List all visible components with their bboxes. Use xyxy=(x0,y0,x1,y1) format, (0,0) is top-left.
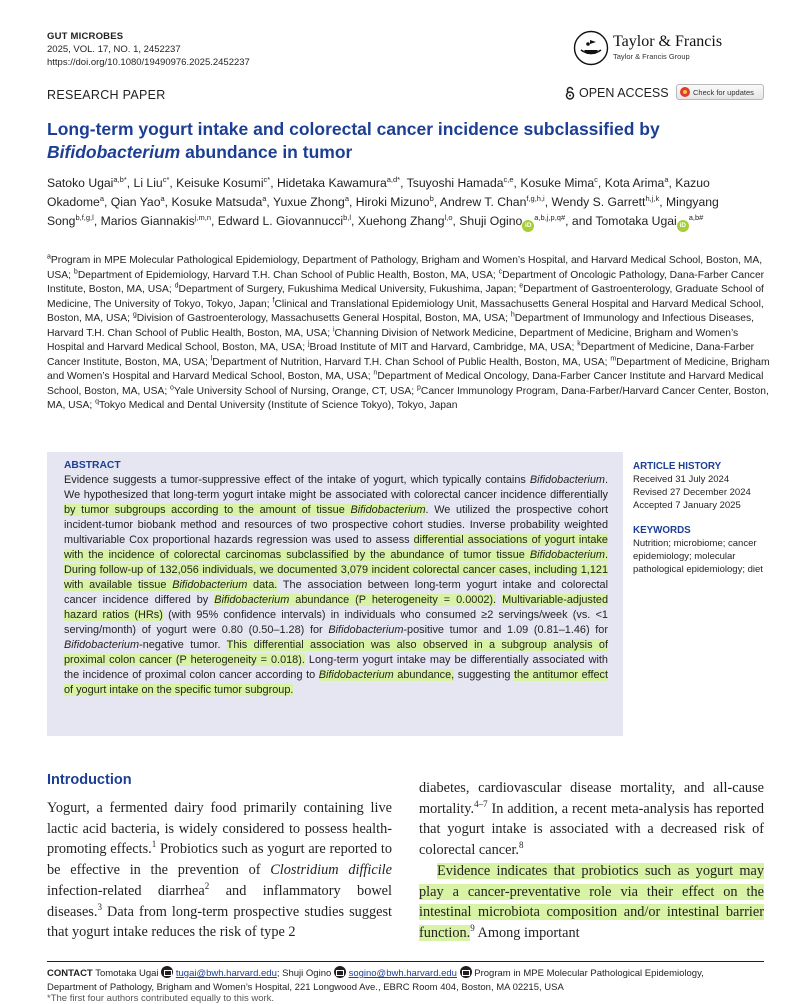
introduction-heading: Introduction xyxy=(47,772,132,788)
intro-right-para1 xyxy=(419,778,764,861)
text-segment: by tumor subgroups according to the amount of tissue xyxy=(64,504,351,516)
text-segment: 8 xyxy=(519,840,524,851)
revised-date: Revised 27 December 2024 xyxy=(633,487,751,498)
author-affil-sup: a,b# xyxy=(688,212,704,222)
affiliation-sup: q xyxy=(95,398,99,406)
text-segment: Evidence suggests a tumor-suppressive effect of the intake of yogurt, which typically contains xyxy=(64,474,530,486)
author-affil-sup: a,d* xyxy=(386,174,401,184)
author-name: Mingyang Song xyxy=(47,195,719,228)
contact-address-end: Department of Pathology, Brigham and Women’s Hospital, 221 Longwood Ave., EBRC Room 404, Boston, MA 02215, USA xyxy=(47,981,564,993)
affiliation-sup: m xyxy=(610,355,617,363)
contact-footer: CONTACT Tomotaka Ugai tugai@bwh.harvard.edu; Shuji Ogino sogino@bwh.harvard.edu Program in MPE Molecular Pathological Epidemiology, Department of Pathology, Brigham and Women’s Hospital, 221 Longwood Ave., EBRC Room 404, Boston, MA 02215, USA xyxy=(47,966,777,994)
text-segment: Bifidobacterium xyxy=(172,579,248,591)
affiliation-sup: c xyxy=(498,268,503,276)
contact-name-2: Shuji Ogino xyxy=(282,968,332,979)
affiliation-sup: l xyxy=(210,355,213,363)
text-segment: In addition, a recent meta-analysis has reported that yogurt intake is associated with a decreased risk of colorectal cancer. xyxy=(419,800,764,859)
footer-divider xyxy=(47,961,764,962)
lock-icon xyxy=(565,86,575,100)
text-segment: The association between long-term yogurt intake and colorectal cancer incidence differed by xyxy=(64,579,609,606)
author-affil-sup: c,e xyxy=(503,174,514,184)
author-affil-sup: b xyxy=(429,193,434,203)
author-affil-sup: a,b,j,p,q# xyxy=(534,212,566,222)
affiliation-sup: n xyxy=(373,369,378,377)
affiliation-text: Department of Medical Oncology, Dana-Farber Cancer Institute and Harvard Medical School, Boston, MA, USA; xyxy=(47,371,764,397)
author-name: Satoko Ugai xyxy=(47,176,114,190)
author-affil-sup: j,m,n xyxy=(194,212,212,222)
text-segment: 2 xyxy=(204,881,210,892)
author-affil-sup: c* xyxy=(162,174,170,184)
footnote-cut: *The first four authors contributed equally to this work. xyxy=(47,993,275,1004)
article-history-heading: ARTICLE HISTORY xyxy=(633,461,722,472)
author-name: Tomotaka Ugai xyxy=(595,214,677,228)
keywords-heading: KEYWORDS xyxy=(633,525,691,536)
text-segment: Bifidobacterium xyxy=(529,549,605,561)
title-italic: Bifidobacterium xyxy=(47,142,181,162)
text-segment: Multivariable-adjusted hazard ratios (HRs) xyxy=(64,594,609,621)
affiliation-sup: a xyxy=(47,253,51,261)
keywords-text: Nutrition; microbiome; cancer epidemiology; molecular pathological epidemiology; diet xyxy=(633,538,763,575)
affiliation-text: Department of Medicine, Brigham and Women’s Hospital and Harvard Medical School, Boston, MA, USA; xyxy=(47,356,770,382)
text-segment: 4–7 xyxy=(474,798,488,809)
contact-label: CONTACT xyxy=(47,968,93,979)
affiliation-text: Channing Division of Network Medicine, Department of Medicine, Brigham and Women’s Hospital and Harvard Medical School, Boston, MA, USA; xyxy=(47,327,739,353)
author-affil-sup: a xyxy=(664,174,669,184)
text-segment: Bifidobacterium xyxy=(64,639,140,651)
email-icon xyxy=(334,966,346,978)
text-segment: Evidence indicates that probiotics such as yogurt may play a cancer-preventative role via their effect on the intestinal microbiota composition and/or intestinal barrier function. xyxy=(419,862,764,941)
affiliation-text: Cancer Immunology Program, Dana-Farber/Harvard Cancer Center, Boston, MA, USA; xyxy=(47,385,769,411)
author-name: Andrew T. Chan xyxy=(439,195,527,209)
text-segment: Bifidobacterium xyxy=(318,669,394,681)
check-updates-icon xyxy=(680,87,690,97)
affiliation-text: Department of Immunology and Infectious Diseases, Harvard T.H. Chan School of Public Health, Boston, MA, USA; xyxy=(47,313,754,339)
author-name: Edward L. Giovannucci xyxy=(217,214,344,228)
author-name: Hidetaka Kawamura xyxy=(276,176,387,190)
text-segment: . We utilized the prospective cohort incident-tumor biobank method and resources of two prospective cohort studies. Inverse probability weighted multivariable Cox proportional hazards regression was used to assess xyxy=(64,504,609,546)
author-name: Keisuke Kosumi xyxy=(176,176,264,190)
text-segment: . During follow-up of 132,056 individuals, we documented 3,079 incident colorectal cancer cases, including 1,121 with available tissue xyxy=(64,549,608,591)
affiliation-text: Department of Oncologic Pathology, Dana-Farber Cancer Institute, Boston, MA, USA; xyxy=(47,269,765,295)
affiliation-text: Department of Medicine, Dana-Farber Cancer Institute, Boston, MA, USA; xyxy=(47,342,755,368)
affiliation-text: Yale University School of Nursing, Orange, CT, USA; xyxy=(173,385,417,397)
text-segment: differential associations of yogurt intake with the incidence of colorectal carcinomas subclassified by the abundance of tumor tissue xyxy=(64,534,608,561)
affiliation-text: Department of Gastroenterology, Graduate School of Medicine, The University of Tokyo, Tokyo, Japan; xyxy=(47,284,764,310)
journal-citation: 2025, VOL. 17, NO. 1, 2452237 xyxy=(47,44,181,55)
text-segment: Bifidobacterium xyxy=(529,474,605,486)
open-access-label xyxy=(565,86,669,100)
author-name: Kosuke Matsuda xyxy=(171,195,263,209)
author-name: Tsuyoshi Hamada xyxy=(406,176,504,190)
text-segment: -positive tumor and 1.09 (0.81–1.46) for xyxy=(403,624,608,636)
publisher-group: Taylor & Francis Group xyxy=(613,52,690,61)
author-name: Kota Arima xyxy=(604,176,665,190)
journal-name: GUT MICROBES xyxy=(47,31,124,42)
author-affil-sup: a xyxy=(344,193,349,203)
text-segment: Bifidobacterium xyxy=(214,594,290,606)
contact-address-start: Program in MPE Molecular Pathological Epidemiology, xyxy=(474,968,704,979)
author-affil-sup: a xyxy=(99,193,105,203)
author-name: Li Liu xyxy=(133,176,163,190)
author-affil-sup: h,j,k xyxy=(645,193,660,203)
open-access-text: OPEN ACCESS xyxy=(579,86,669,100)
intro-right-para2 xyxy=(419,861,764,944)
text-segment: abundance, xyxy=(393,669,455,681)
affiliation-text: Broad Institute of MIT and Harvard, Cambridge, MA, USA; xyxy=(309,342,578,353)
author-name: Xuehong Zhang xyxy=(357,214,445,228)
affiliation-text: Clinical and Translational Epidemiology Unit, Massachusetts General Hospital and Harvard Medical School, Boston, MA, USA; xyxy=(47,298,764,324)
affiliation-sup: k xyxy=(577,340,581,348)
text-segment: 9 xyxy=(470,923,475,934)
affiliation-sup: b xyxy=(73,268,78,276)
text-segment: and inflammatory bowel diseases. xyxy=(47,882,392,920)
affiliation-sup: j xyxy=(307,340,310,348)
email-link-1[interactable]: tugai@bwh.harvard.edu xyxy=(175,968,277,979)
title-part2: abundance in tumor xyxy=(180,142,353,162)
check-updates-label: Check for updates xyxy=(693,87,754,97)
author-affil-sup: a xyxy=(160,193,165,203)
text-segment: diabetes, cardiovascular disease mortality, and all-cause mortality. xyxy=(419,780,764,817)
keywords xyxy=(633,524,768,576)
publisher-logo-icon xyxy=(573,30,609,66)
contact-name-1: Tomotaka Ugai xyxy=(95,968,159,979)
text-segment: the antitumor effect of yogurt intake on the specific tumor subgroup. xyxy=(64,669,609,696)
text-segment: Yogurt, a fermented dairy food primarily containing live lactic acid bacteria, is widely considered to possess health-promoting effects. xyxy=(47,800,392,858)
text-segment: abundance (P heterogeneity = 0.0002). xyxy=(289,594,497,606)
text-segment: data. xyxy=(247,579,278,591)
text-segment: 1 xyxy=(151,839,157,850)
abstract-text xyxy=(64,473,608,698)
email-icon xyxy=(460,966,472,978)
affiliation-text: Division of Gastroenterology, Massachusetts General Hospital, Boston, MA, USA; xyxy=(136,313,511,324)
journal-meta xyxy=(47,30,250,69)
affiliations xyxy=(47,254,772,414)
text-segment: . We hypothesized that long-term yogurt intake might be associated with colorectal cancer incidence differentially xyxy=(64,474,608,501)
affiliation-text: Department of Epidemiology, Harvard T.H. Chan School of Public Health, Boston, MA, USA; xyxy=(77,269,499,281)
text-segment: (with 95% confidence intervals) in individuals who consumed ≥2 servings/week (vs. <1 serving/month) of yogurt were 0.80 (0.50–1.28) for xyxy=(64,609,608,636)
affiliation-text: Tokyo Medical and Dental University (Institute of Science Tokyo), Tokyo, Japan xyxy=(98,400,458,411)
affiliation-sup: o xyxy=(170,384,174,392)
title-part1: Long-term yogurt intake and colorectal cancer incidence subclassified by xyxy=(47,119,660,139)
email-icon xyxy=(161,966,173,978)
text-segment: Bifidobacterium xyxy=(328,624,404,636)
affiliation-sup: g xyxy=(132,311,137,319)
author-affil-sup: a xyxy=(262,193,267,203)
author-name: Marios Giannakis xyxy=(100,214,195,228)
author-name: Yuxue Zhong xyxy=(272,195,345,209)
accepted-date: Accepted 7 January 2025 xyxy=(633,500,741,511)
affiliation-text: Program in MPE Molecular Pathological Epidemiology, Department of Pathology, Brigham and Women’s Hospital, and Harvard Medical School, Boston, MA, USA; xyxy=(47,255,763,281)
text-segment: infection-related diarrhea xyxy=(47,882,205,899)
author-name: Kosuke Mima xyxy=(520,176,595,190)
email-link-2[interactable]: sogino@bwh.harvard.edu xyxy=(348,968,457,979)
text-segment: suggesting xyxy=(454,669,514,681)
author-name: Kazuo Okadome xyxy=(47,176,710,209)
intro-right-column xyxy=(419,778,764,944)
orcid-icon[interactable]: iD xyxy=(677,220,689,232)
orcid-icon[interactable]: iD xyxy=(522,220,534,232)
author-affil-sup: l,o xyxy=(444,212,453,222)
affiliation-sup: p xyxy=(416,384,421,392)
text-segment: Long-term yogurt intake may be differentially associated with the incidence of proximal colon cancer according to xyxy=(64,654,608,681)
affiliation-sup: f xyxy=(272,297,275,305)
affiliation-sup: i xyxy=(332,326,335,334)
text-segment: 3 xyxy=(97,901,102,912)
author-affil-sup: b,f,g,l xyxy=(75,212,94,222)
article-history xyxy=(633,460,751,512)
author-affil-sup: f,g,h,i xyxy=(526,193,545,203)
author-name: Wendy S. Garrett xyxy=(551,195,646,209)
text-segment: This differential association was also observed in a subgroup analysis of proximal colon cancer (P heterogeneity = 0.018). xyxy=(64,639,608,666)
intro-left-column xyxy=(47,798,392,943)
article-title xyxy=(47,118,747,164)
paper-type: RESEARCH PAPER xyxy=(47,88,166,102)
text-segment: -negative tumor. xyxy=(139,639,227,651)
affiliation-sup: h xyxy=(510,311,515,319)
author-name: Shuji Ogino xyxy=(459,214,523,228)
author-affil-sup: a,b* xyxy=(113,174,127,184)
text-segment: Clostridium difficile xyxy=(270,862,392,879)
text-segment: Bifidobacterium xyxy=(350,504,426,516)
received-date: Received 31 July 2024 xyxy=(633,474,730,485)
author-list: Satoko Ugai$^{a,b*}$, Li Liu$^{c*}$, Keisuke Kosumi$^{c*}$, Hidetaka Kawamura$^{a,d*}$, Tsuyoshi Hamada$^{c,e}$, Kosuke Mima$^c$, Kota Arima$^a$, Kazuo Okadome$^a$, Qian Yao$^a$, Kosuke Matsuda$^a$, Yuxue Zhong$^a$, Hiroki Mizuno$^b$, Andrew T. Chan$^{f,g,h,i}$, Wendy S. Garrett$^{h,j,k}$, Mingyang Song$^{b,f,g,l}$, Marios Giannakis$^{j,m,n}$, Edward L. Giovannucci$^{b,l}$, Xuehong Zhang$^{l,o}$, Shuji Ogino $iD^{a,b,j,p,q\#}$, and Tomotaka Ugai $iD^{a,b\#}$ xyxy=(47,174,772,232)
journal-doi-link[interactable]: https://doi.org/10.1080/19490976.2025.2452237 xyxy=(47,57,250,68)
text-segment: Among important xyxy=(474,924,580,941)
affiliation-text: Department of Nutrition, Harvard T.H. Chan School of Public Health, Boston, MA, USA; xyxy=(212,356,611,368)
affiliation-text: Department of Surgery, Fukushima Medical University, Fukushima, Japan; xyxy=(178,284,520,295)
publisher-name: Taylor & Francis xyxy=(613,33,723,50)
author-affil-sup: c* xyxy=(263,174,271,184)
affiliation-sup: e xyxy=(519,282,524,290)
abstract-heading: ABSTRACT xyxy=(64,460,121,471)
text-segment: Data from long-term prospective studies suggest that yogurt intake reduces the risk of type 2 xyxy=(47,903,392,941)
author-affil-sup: b,l xyxy=(343,212,352,222)
author-affil-sup: c xyxy=(594,174,598,184)
check-updates-button[interactable] xyxy=(676,84,764,100)
affiliation-sup: d xyxy=(174,282,179,290)
publisher-logo[interactable] xyxy=(573,30,763,66)
author-name: Qian Yao xyxy=(110,195,161,209)
text-segment: Probiotics such as yogurt are reported to be effective in the prevention of xyxy=(47,841,392,879)
author-name: Hiroki Mizuno xyxy=(355,195,430,209)
